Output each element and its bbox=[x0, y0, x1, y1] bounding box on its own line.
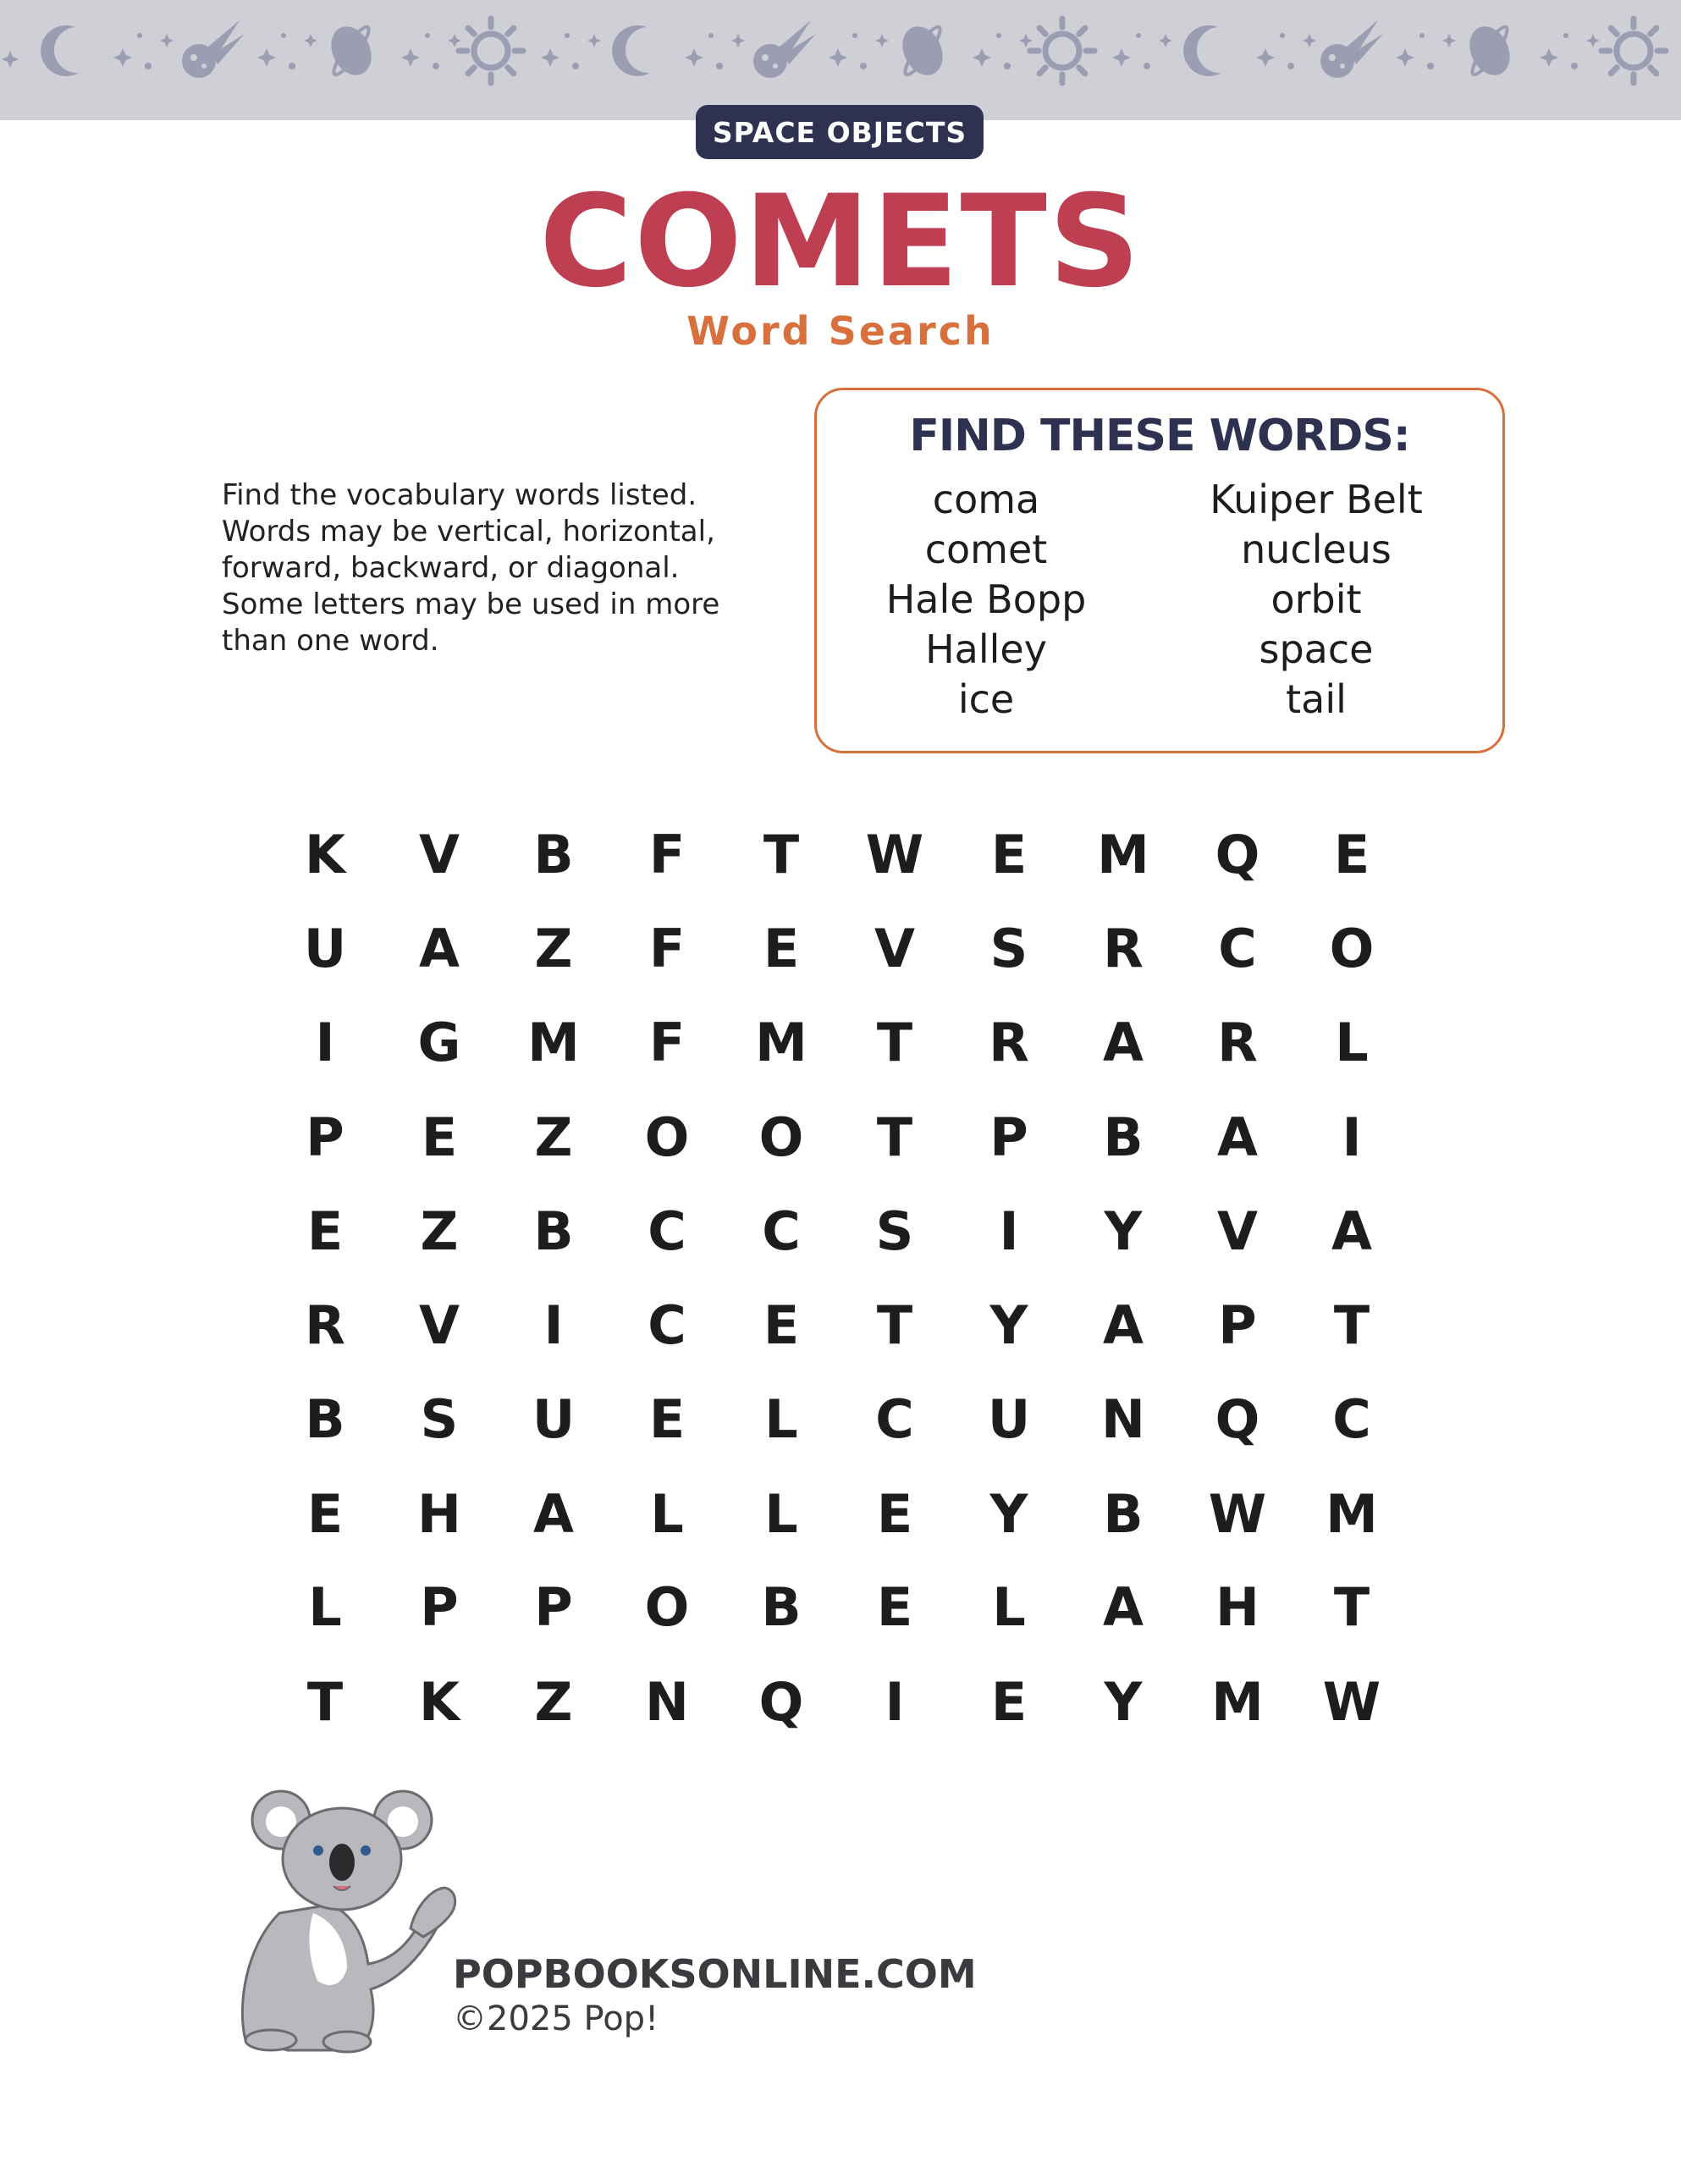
dot-icon bbox=[1287, 63, 1294, 69]
grid-letter[interactable]: E bbox=[876, 1575, 913, 1638]
word-list-left bbox=[817, 475, 1155, 725]
sparkle-icon bbox=[1442, 34, 1456, 47]
copyright-text: ©2025 Pop! bbox=[453, 1999, 659, 2038]
grid-letter[interactable]: M bbox=[1326, 1482, 1378, 1545]
dot-icon bbox=[1136, 33, 1141, 38]
word-item: tail bbox=[1286, 676, 1347, 722]
sparkle-icon bbox=[1540, 48, 1558, 67]
grid-letter[interactable]: M bbox=[527, 1011, 580, 1073]
sparkle-icon bbox=[448, 34, 461, 47]
grid-letter[interactable]: B bbox=[305, 1387, 345, 1450]
sparkle-icon bbox=[1303, 34, 1316, 47]
sparkle-icon bbox=[875, 34, 889, 47]
grid-letter[interactable]: C bbox=[1332, 1387, 1371, 1450]
grid-letter[interactable]: Z bbox=[420, 1200, 459, 1262]
grid-letter[interactable]: A bbox=[533, 1482, 574, 1545]
grid-letter[interactable]: E bbox=[763, 917, 800, 979]
word-list-box bbox=[814, 388, 1505, 753]
moon-icon bbox=[612, 25, 650, 76]
grid-letter[interactable]: T bbox=[876, 1106, 913, 1168]
grid-letter[interactable]: Q bbox=[1215, 823, 1260, 885]
page-title: COMETS bbox=[539, 168, 1142, 316]
page-subtitle: Word Search bbox=[686, 308, 995, 354]
grid-letter[interactable]: L bbox=[764, 1482, 798, 1545]
grid-letter[interactable]: C bbox=[762, 1200, 801, 1262]
grid-letter[interactable]: I bbox=[885, 1670, 905, 1733]
grid-letter[interactable]: Y bbox=[1104, 1200, 1143, 1262]
grid-letter[interactable]: I bbox=[999, 1200, 1019, 1262]
grid-letter[interactable]: Q bbox=[758, 1670, 804, 1733]
grid-letter[interactable]: E bbox=[306, 1482, 344, 1545]
grid-letter[interactable]: B bbox=[1103, 1106, 1144, 1168]
grid-letter[interactable]: O bbox=[644, 1106, 690, 1168]
word-item: Halley bbox=[925, 626, 1047, 672]
dot-icon bbox=[565, 33, 570, 38]
grid-letter[interactable]: E bbox=[763, 1293, 800, 1356]
dot-icon bbox=[1563, 33, 1568, 38]
dot-icon bbox=[137, 33, 142, 38]
sparkle-icon bbox=[587, 34, 601, 47]
grid-letter[interactable]: I bbox=[315, 1011, 335, 1073]
grid-letter[interactable]: F bbox=[648, 917, 686, 979]
moon-icon bbox=[1183, 25, 1221, 76]
grid-letter[interactable]: A bbox=[1217, 1106, 1258, 1168]
grid-letter[interactable]: L bbox=[764, 1387, 798, 1450]
grid-letter[interactable]: E bbox=[1333, 823, 1370, 885]
grid-letter[interactable]: U bbox=[303, 917, 347, 979]
grid-letter[interactable]: O bbox=[758, 1106, 804, 1168]
grid-letter[interactable]: H bbox=[417, 1482, 461, 1545]
grid-letter[interactable]: W bbox=[1322, 1670, 1381, 1733]
grid-letter[interactable]: S bbox=[875, 1200, 914, 1262]
grid-letter[interactable]: B bbox=[1103, 1482, 1144, 1545]
grid-letter[interactable]: B bbox=[761, 1575, 802, 1638]
planet-icon bbox=[1462, 20, 1517, 82]
sparkle-icon bbox=[685, 48, 703, 67]
dot-icon bbox=[860, 63, 867, 69]
sun-icon bbox=[459, 19, 523, 83]
grid-letter[interactable]: E bbox=[306, 1200, 344, 1262]
grid-letter[interactable]: P bbox=[534, 1575, 573, 1638]
word-search-grid bbox=[267, 809, 1419, 1754]
instruction-line: Some letters may be used in more bbox=[222, 587, 720, 621]
sparkle-icon bbox=[113, 48, 132, 67]
dot-icon bbox=[996, 33, 1001, 38]
comet-icon bbox=[182, 20, 245, 78]
grid-letter[interactable]: L bbox=[650, 1482, 684, 1545]
grid-letter[interactable]: B bbox=[533, 1200, 574, 1262]
grid-letter[interactable]: P bbox=[989, 1106, 1028, 1168]
grid-letter[interactable]: U bbox=[987, 1387, 1031, 1450]
dot-icon bbox=[145, 63, 152, 69]
word-item: Hale Bopp bbox=[885, 576, 1087, 622]
sparkle-icon bbox=[1159, 34, 1172, 47]
grid-letter[interactable]: G bbox=[417, 1011, 461, 1073]
grid-letter[interactable]: C bbox=[1218, 917, 1257, 979]
grid-letter[interactable]: Z bbox=[534, 1106, 573, 1168]
grid-letter[interactable]: B bbox=[533, 823, 574, 885]
grid-letter[interactable]: S bbox=[420, 1387, 459, 1450]
word-item: Kuiper Belt bbox=[1210, 477, 1423, 522]
grid-letter[interactable]: T bbox=[763, 823, 800, 885]
grid-letter[interactable]: V bbox=[419, 1293, 460, 1356]
dot-icon bbox=[1571, 63, 1578, 69]
grid-letter[interactable]: L bbox=[1335, 1011, 1369, 1073]
instructions bbox=[222, 477, 780, 659]
grid-letter[interactable]: F bbox=[648, 1011, 686, 1073]
instruction-line: forward, backward, or diagonal. bbox=[222, 551, 680, 585]
category-badge: SPACE OBJECTS bbox=[696, 105, 984, 159]
grid-letter[interactable]: E bbox=[421, 1106, 458, 1168]
dot-icon bbox=[289, 63, 295, 69]
word-item: ice bbox=[957, 676, 1015, 722]
grid-letter[interactable]: P bbox=[1218, 1293, 1257, 1356]
grid-letter[interactable]: E bbox=[648, 1387, 686, 1450]
grid-letter[interactable]: Q bbox=[1215, 1387, 1260, 1450]
instruction-line: Words may be vertical, horizontal, bbox=[222, 515, 715, 549]
grid-letter[interactable]: I bbox=[1342, 1106, 1362, 1168]
dot-icon bbox=[852, 33, 857, 38]
instruction-line: Find the vocabulary words listed. bbox=[222, 478, 697, 512]
word-list-title: FIND THESE WORDS: bbox=[909, 411, 1410, 461]
sparkle-icon bbox=[2, 51, 19, 68]
grid-letter[interactable]: E bbox=[990, 1670, 1028, 1733]
grid-letter[interactable]: U bbox=[532, 1387, 576, 1450]
grid-letter[interactable]: P bbox=[306, 1106, 344, 1168]
sparkle-icon bbox=[1256, 48, 1275, 67]
word-list-right bbox=[1138, 475, 1494, 725]
grid-letter[interactable]: A bbox=[1103, 1293, 1144, 1356]
dot-icon bbox=[708, 33, 714, 38]
comet-icon bbox=[753, 20, 816, 78]
grid-letter[interactable]: R bbox=[305, 1293, 345, 1356]
grid-letter[interactable]: C bbox=[648, 1200, 686, 1262]
planet-icon bbox=[323, 20, 378, 82]
grid-letter[interactable]: O bbox=[1329, 917, 1375, 979]
dot-icon bbox=[281, 33, 286, 38]
grid-letter[interactable]: T bbox=[1333, 1575, 1370, 1638]
dot-icon bbox=[1144, 63, 1150, 69]
grid-letter[interactable]: V bbox=[874, 917, 915, 979]
grid-letter[interactable]: Y bbox=[989, 1293, 1028, 1356]
comet-icon bbox=[1320, 20, 1383, 78]
grid-letter[interactable]: R bbox=[989, 1011, 1029, 1073]
website-link[interactable]: POPBOOKSONLINE.COM bbox=[453, 1951, 977, 1997]
grid-letter[interactable]: K bbox=[418, 1670, 460, 1733]
grid-letter[interactable]: Z bbox=[534, 1670, 573, 1733]
instruction-line: than one word. bbox=[222, 624, 439, 658]
dot-icon bbox=[716, 63, 723, 69]
grid-letter[interactable]: T bbox=[306, 1670, 344, 1733]
dot-icon bbox=[1419, 33, 1425, 38]
koala-mascot-icon bbox=[229, 1786, 466, 2057]
dot-icon bbox=[1427, 63, 1434, 69]
word-item: comet bbox=[924, 527, 1048, 572]
grid-letter[interactable]: E bbox=[990, 823, 1028, 885]
grid-letter[interactable]: S bbox=[989, 917, 1028, 979]
sparkle-icon bbox=[401, 48, 420, 67]
grid-letter[interactable]: W bbox=[1208, 1482, 1267, 1545]
grid-letter[interactable]: O bbox=[644, 1575, 690, 1638]
grid-letter[interactable]: A bbox=[1103, 1011, 1144, 1073]
grid-letter[interactable]: Y bbox=[989, 1482, 1028, 1545]
sparkle-icon bbox=[160, 34, 174, 47]
grid-letter[interactable]: P bbox=[420, 1575, 459, 1638]
grid-letter[interactable]: R bbox=[1217, 1011, 1258, 1073]
sparkle-icon bbox=[973, 48, 991, 67]
dot-icon bbox=[1004, 63, 1011, 69]
word-item: nucleus bbox=[1241, 527, 1392, 572]
grid-letter[interactable]: Z bbox=[534, 917, 573, 979]
grid-letter[interactable]: R bbox=[1103, 917, 1144, 979]
grid-letter[interactable]: T bbox=[876, 1011, 913, 1073]
grid-letter[interactable]: A bbox=[1331, 1200, 1372, 1262]
grid-letter[interactable]: E bbox=[876, 1482, 913, 1545]
sparkle-icon bbox=[541, 48, 559, 67]
grid-letter[interactable]: N bbox=[645, 1670, 689, 1733]
header-banner bbox=[0, 0, 1681, 120]
sparkle-icon bbox=[304, 34, 317, 47]
word-item: space bbox=[1259, 626, 1374, 672]
grid-letter[interactable]: I bbox=[543, 1293, 564, 1356]
dot-icon bbox=[1280, 33, 1285, 38]
grid-letter[interactable]: L bbox=[308, 1575, 342, 1638]
space-pattern bbox=[0, 0, 1681, 120]
dot-icon bbox=[425, 33, 430, 38]
moon-icon bbox=[41, 25, 79, 76]
grid-letter[interactable]: T bbox=[1333, 1293, 1370, 1356]
grid-letter[interactable]: F bbox=[648, 823, 686, 885]
grid-letter[interactable]: M bbox=[755, 1011, 807, 1073]
grid-letter[interactable]: Y bbox=[1104, 1670, 1143, 1733]
planet-icon bbox=[895, 20, 950, 82]
grid-letter[interactable]: M bbox=[1211, 1670, 1264, 1733]
dot-icon bbox=[572, 63, 579, 69]
word-item: coma bbox=[932, 477, 1040, 522]
sparkle-icon bbox=[1019, 34, 1033, 47]
grid-letter[interactable]: C bbox=[875, 1387, 914, 1450]
grid-letter[interactable]: T bbox=[876, 1293, 913, 1356]
grid-letter[interactable]: V bbox=[419, 823, 460, 885]
sparkle-icon bbox=[1112, 48, 1131, 67]
grid-letter[interactable]: M bbox=[1097, 823, 1149, 885]
sparkle-icon bbox=[257, 48, 276, 67]
grid-letter[interactable]: L bbox=[992, 1575, 1026, 1638]
dot-icon bbox=[433, 63, 439, 69]
word-item: orbit bbox=[1270, 576, 1362, 622]
grid-letter[interactable]: V bbox=[1217, 1200, 1258, 1262]
sun-icon bbox=[1030, 19, 1094, 83]
sparkle-icon bbox=[1396, 48, 1414, 67]
grid-letter[interactable]: A bbox=[1103, 1575, 1144, 1638]
sparkle-icon bbox=[1586, 34, 1600, 47]
sun-icon bbox=[1601, 19, 1666, 83]
grid-letter[interactable]: K bbox=[304, 823, 346, 885]
sparkle-icon bbox=[731, 34, 745, 47]
grid-letter[interactable]: H bbox=[1215, 1575, 1259, 1638]
grid-letter[interactable]: N bbox=[1101, 1387, 1145, 1450]
grid-letter[interactable]: W bbox=[865, 823, 924, 885]
grid-letter[interactable]: A bbox=[419, 917, 460, 979]
sparkle-icon bbox=[829, 48, 847, 67]
grid-letter[interactable]: C bbox=[648, 1293, 686, 1356]
